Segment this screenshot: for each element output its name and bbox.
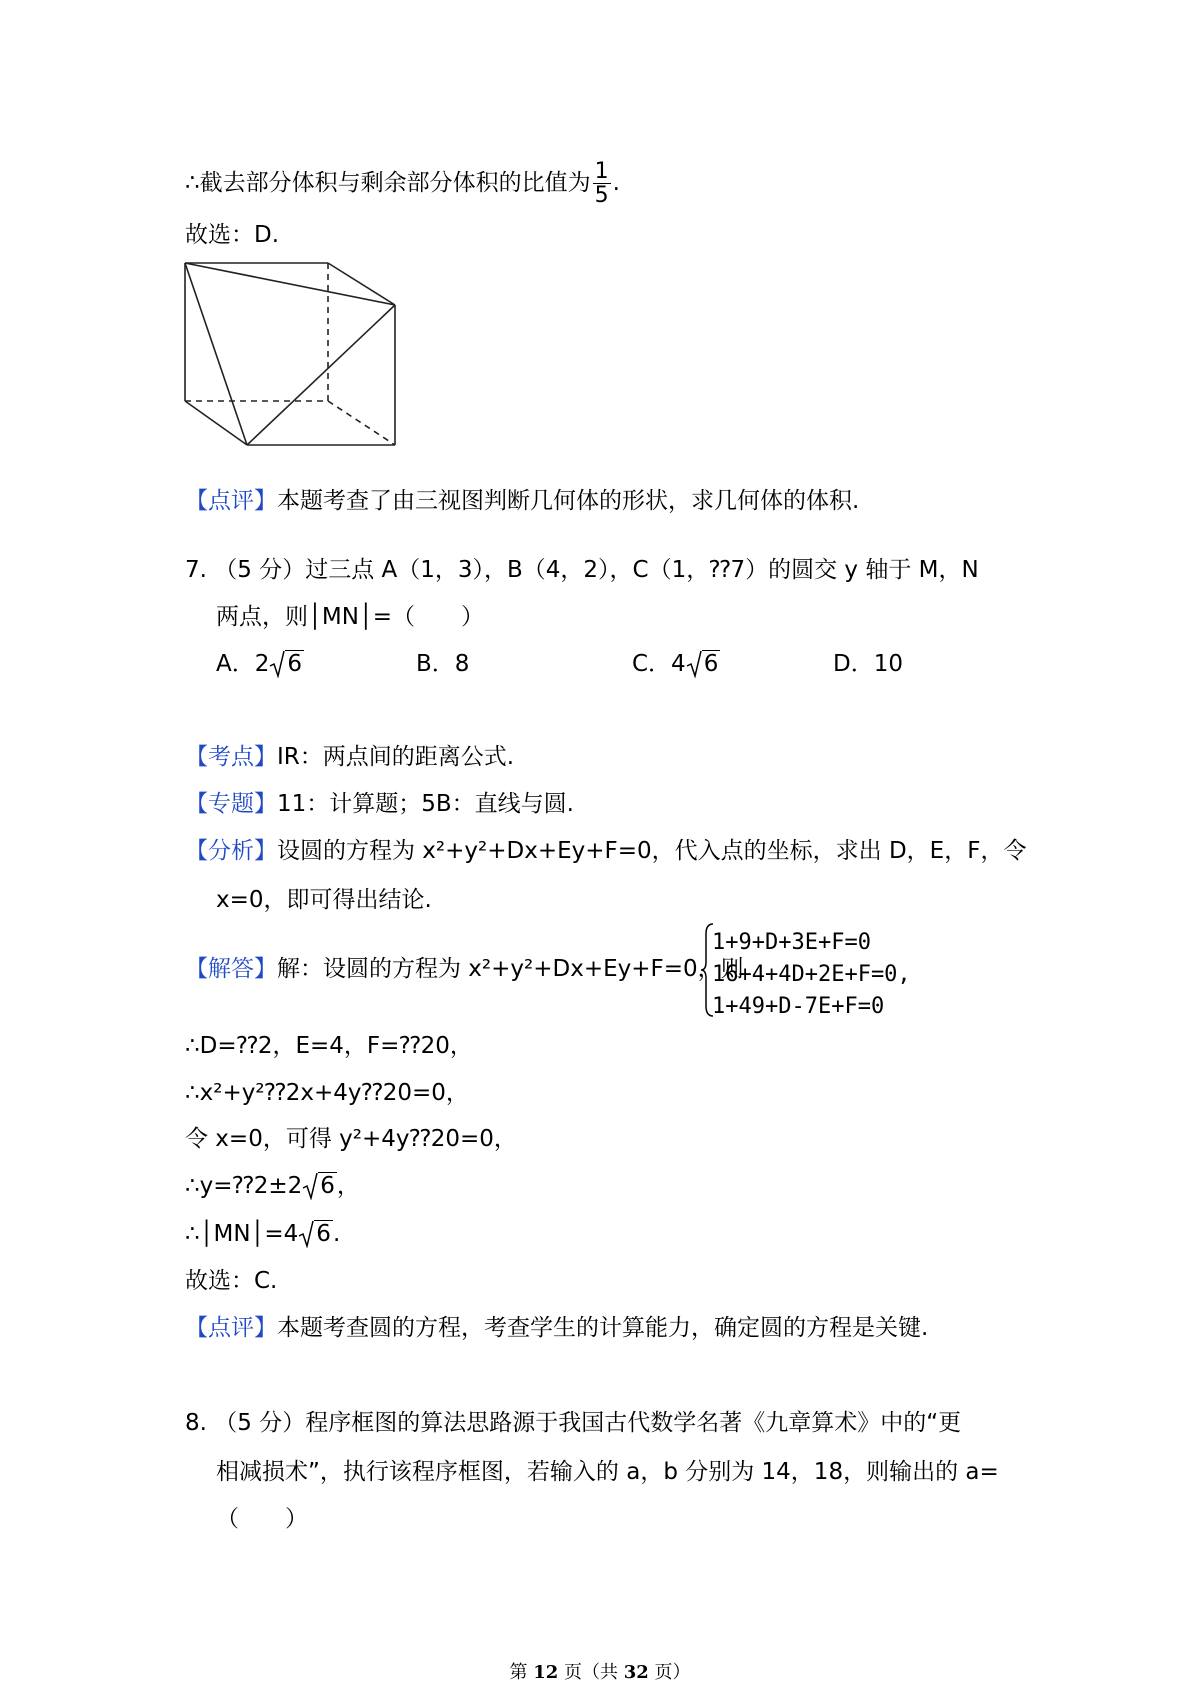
radicand: 6 xyxy=(320,1173,335,1199)
step4-text: ∴y=⁇2±2 xyxy=(185,1173,303,1199)
equation-3: 1+49+D-7E+F=0 xyxy=(712,994,885,1019)
q7-answer: 故选：C. xyxy=(185,1268,278,1294)
footer-mid: 页（共 xyxy=(558,1662,624,1683)
equation-2: 16+4+4D+2E+F=0, xyxy=(712,962,911,987)
q7-review xyxy=(185,1317,928,1340)
step5-end: . xyxy=(332,1221,341,1247)
q7-step2: ∴x²+y²⁇2x+4y⁇20=0， xyxy=(185,1080,469,1106)
option-c-label: C．4 xyxy=(632,651,686,677)
q7-kaodian xyxy=(185,746,514,769)
fenxi-text: 设圆的方程为 x²+y²+Dx+Ey+F=0，代入点的坐标，求出 D，E，F，令 xyxy=(277,838,1027,864)
zhuanti-tag: 【专题】 xyxy=(185,791,277,817)
review-tag: 【点评】 xyxy=(185,1315,277,1341)
q7-zhuanti xyxy=(185,793,574,816)
footer-post: 页） xyxy=(648,1662,691,1683)
kaodian-tag: 【考点】 xyxy=(185,744,277,770)
fenxi-tag: 【分析】 xyxy=(185,838,277,864)
q7-step3: 令 x=0，可得 y²+4y⁇20=0， xyxy=(185,1126,517,1152)
step4-end: ， xyxy=(336,1173,360,1199)
ratio-line xyxy=(185,160,620,207)
radicand: 6 xyxy=(316,1221,331,1247)
step5-text: ∴│MN│=4 xyxy=(185,1221,299,1247)
fraction-denominator: 5 xyxy=(594,183,609,209)
sqrt-sign xyxy=(686,650,721,677)
page-number: 12 xyxy=(533,1662,559,1683)
fraction-numerator: 1 xyxy=(594,159,609,184)
q7-option-c xyxy=(632,650,720,677)
page-footer xyxy=(0,1658,1200,1684)
q7-option-a xyxy=(216,650,304,677)
ratio-fraction xyxy=(593,160,611,207)
zhuanti-text: 11：计算题；5B：直线与圆. xyxy=(277,791,574,817)
radicand: 6 xyxy=(287,651,303,677)
sqrt-sign xyxy=(302,1172,337,1199)
answer-q6: 故选：D. xyxy=(185,222,280,248)
jieda-tag: 【解答】 xyxy=(185,956,277,982)
q7-step4 xyxy=(185,1172,360,1199)
ratio-period: . xyxy=(612,170,620,197)
q8-line3: （ ） xyxy=(216,1506,308,1532)
review-text: 本题考查圆的方程，考查学生的计算能力，确定圆的方程是关键. xyxy=(277,1315,929,1341)
review-q6 xyxy=(185,490,859,513)
q7-fenxi-line2: x=0，即可得出结论. xyxy=(216,887,432,913)
equation-1: 1+9+D+3E+F=0 xyxy=(712,930,871,955)
ratio-text: ∴截去部分体积与剩余部分体积的比值为 xyxy=(185,170,591,197)
kaodian-text: IR：两点间的距离公式. xyxy=(277,744,515,770)
footer-pre: 第 xyxy=(509,1662,534,1683)
page-total: 32 xyxy=(623,1662,649,1683)
q8-line2: 相减损术”，执行该程序框图，若输入的 a，b 分别为 14，18，则输出的 a= xyxy=(216,1459,999,1485)
jieda-text: 解：设圆的方程为 x²+y²+Dx+Ey+F=0，则 xyxy=(277,956,744,982)
review-text: 本题考查了由三视图判断几何体的形状，求几何体的体积. xyxy=(277,488,860,514)
q7-line2: 两点，则│MN│=（ ） xyxy=(216,604,485,630)
q7-fenxi xyxy=(185,840,1026,863)
review-tag: 【点评】 xyxy=(185,488,277,514)
q7-option-b: B．8 xyxy=(416,651,470,677)
q7-option-d: D．10 xyxy=(833,651,903,677)
q7-line1: 7. （5 分）过三点 A（1，3），B（4，2），C（1，⁇7）的圆交 y 轴于 M，N xyxy=(185,557,979,583)
q7-step5 xyxy=(185,1220,340,1247)
sqrt-sign xyxy=(298,1220,333,1247)
q7-jieda xyxy=(185,958,744,981)
radicand: 6 xyxy=(703,651,719,677)
cube-diagram xyxy=(180,258,420,458)
q7-step1: ∴D=⁇2，E=4，F=⁇20， xyxy=(185,1033,473,1059)
q8-line1: 8. （5 分）程序框图的算法思路源于我国古代数学名著《九章算术》中的“更 xyxy=(185,1410,962,1436)
option-a-label: A．2 xyxy=(216,651,270,677)
sqrt-sign xyxy=(269,650,304,677)
